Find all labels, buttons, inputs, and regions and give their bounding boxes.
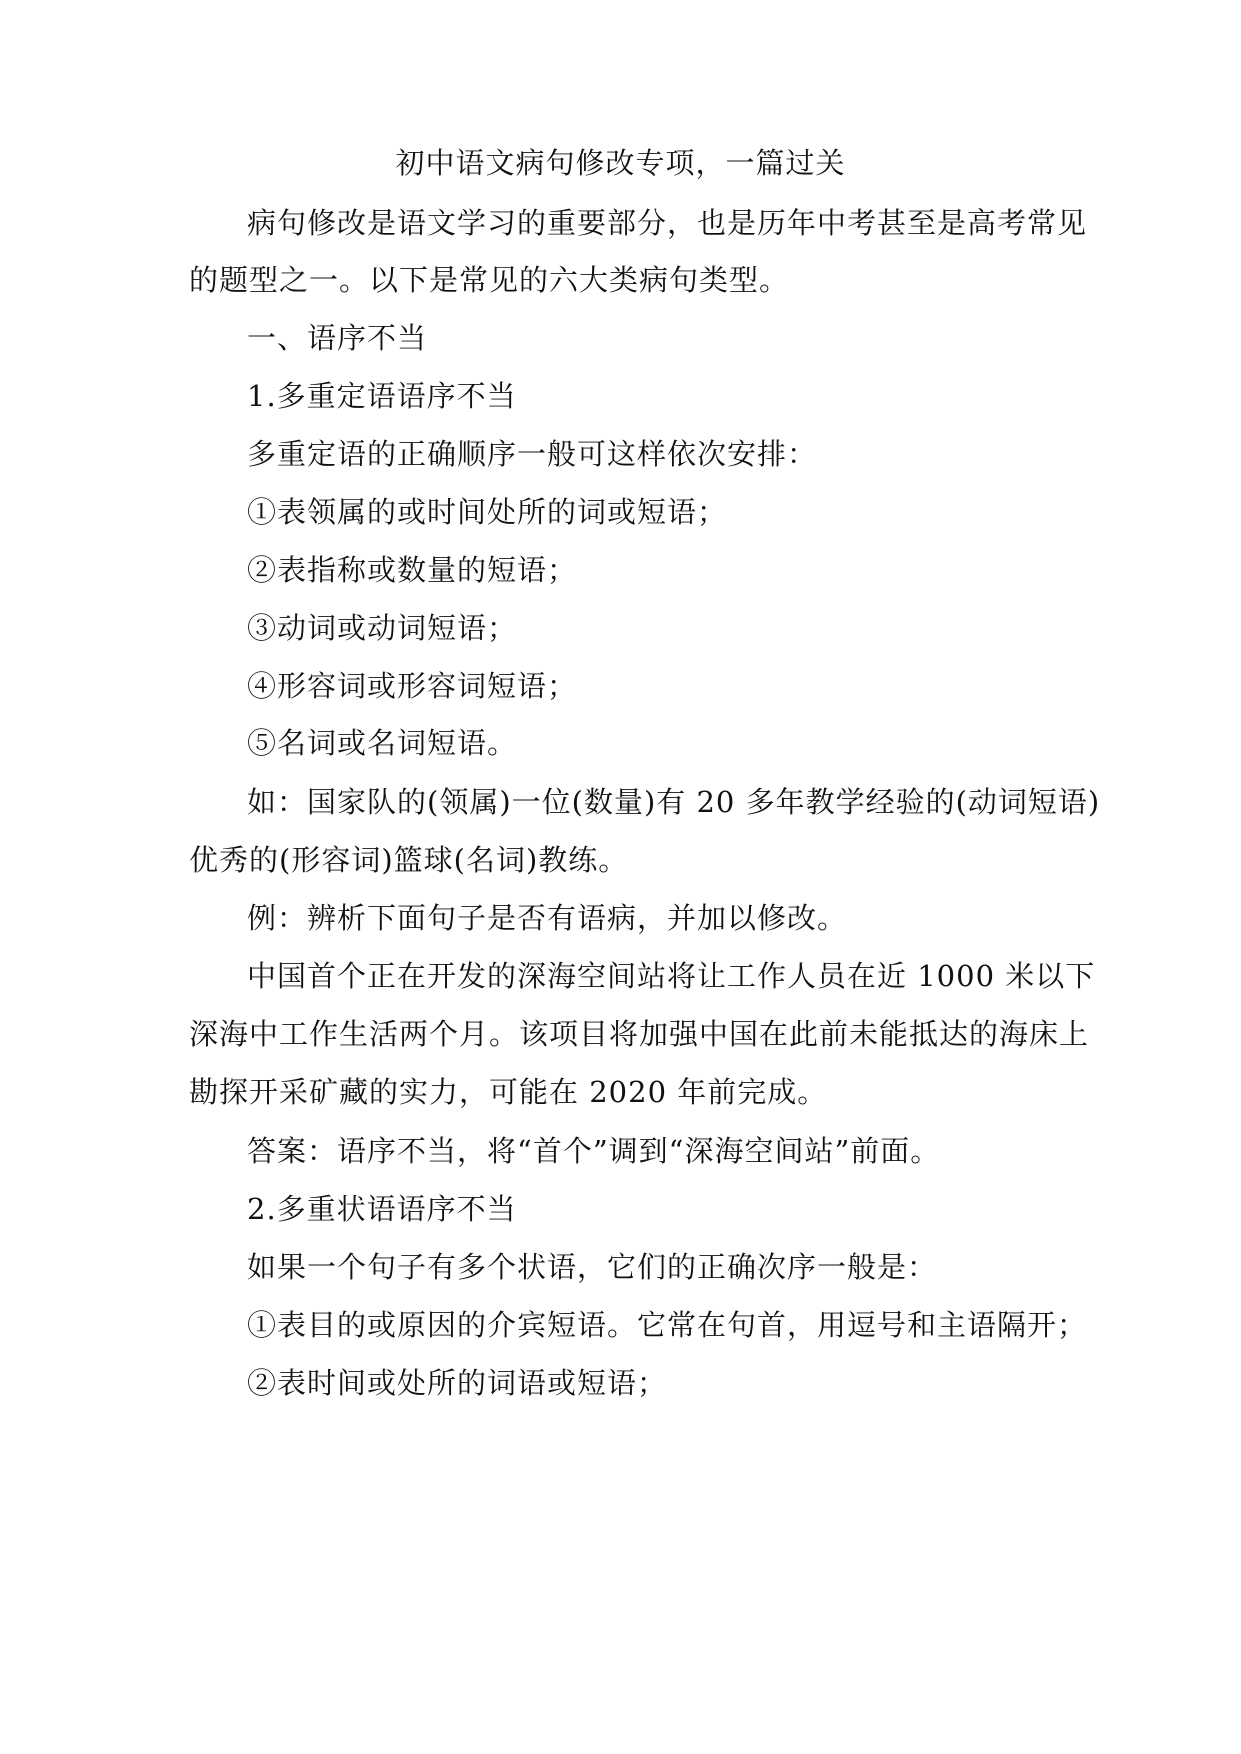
document-title: 初中语文病句修改专项，一篇过关 [395, 146, 846, 180]
paragraph: 如果一个句子有多个状语，它们的正确次序一般是： [247, 1250, 938, 1284]
list-item: ②表指称或数量的短语； [247, 553, 578, 587]
list-item: ①表目的或原因的介宾短语。它常在句首，用逗号和主语隔开； [247, 1308, 1088, 1342]
answer-text: 答案：语序不当，将“首个”调到“深海空间站”前面。 [247, 1134, 941, 1168]
list-item: ②表时间或处所的词语或短语； [247, 1366, 668, 1400]
list-item: ③动词或动词短语； [247, 611, 518, 645]
subsection-heading: 2.多重状语语序不当 [247, 1192, 517, 1226]
example-line-1: 如：国家队的(领属)一位(数量)有 20 多年教学经验的(动词短语) [247, 785, 1101, 819]
subsection-heading: 1.多重定语语序不当 [247, 379, 517, 413]
intro-paragraph-line-1: 病句修改是语文学习的重要部分，也是历年中考甚至是高考常见 [247, 206, 1088, 240]
paragraph: 多重定语的正确顺序一般可这样依次安排： [247, 437, 818, 471]
example-line-2: 优秀的(形容词)篮球(名词)教练。 [189, 843, 629, 877]
intro-paragraph-line-2: 的题型之一。以下是常见的六大类病句类型。 [189, 263, 790, 297]
section-heading: 一、语序不当 [247, 321, 428, 355]
exercise-prompt: 例：辨析下面句子是否有语病，并加以修改。 [247, 901, 848, 935]
list-item: ①表领属的或时间处所的词或短语； [247, 495, 728, 529]
exercise-sentence-line-2: 深海中工作生活两个月。该项目将加强中国在此前未能抵达的海床上 [189, 1017, 1090, 1051]
exercise-sentence-line-3: 勘探开采矿藏的实力，可能在 2020 年前完成。 [189, 1075, 828, 1109]
list-item: ④形容词或形容词短语； [247, 669, 578, 703]
exercise-sentence-line-1: 中国首个正在开发的深海空间站将让工作人员在近 1000 米以下 [247, 959, 1096, 993]
list-item: ⑤名词或名词短语。 [247, 726, 518, 760]
